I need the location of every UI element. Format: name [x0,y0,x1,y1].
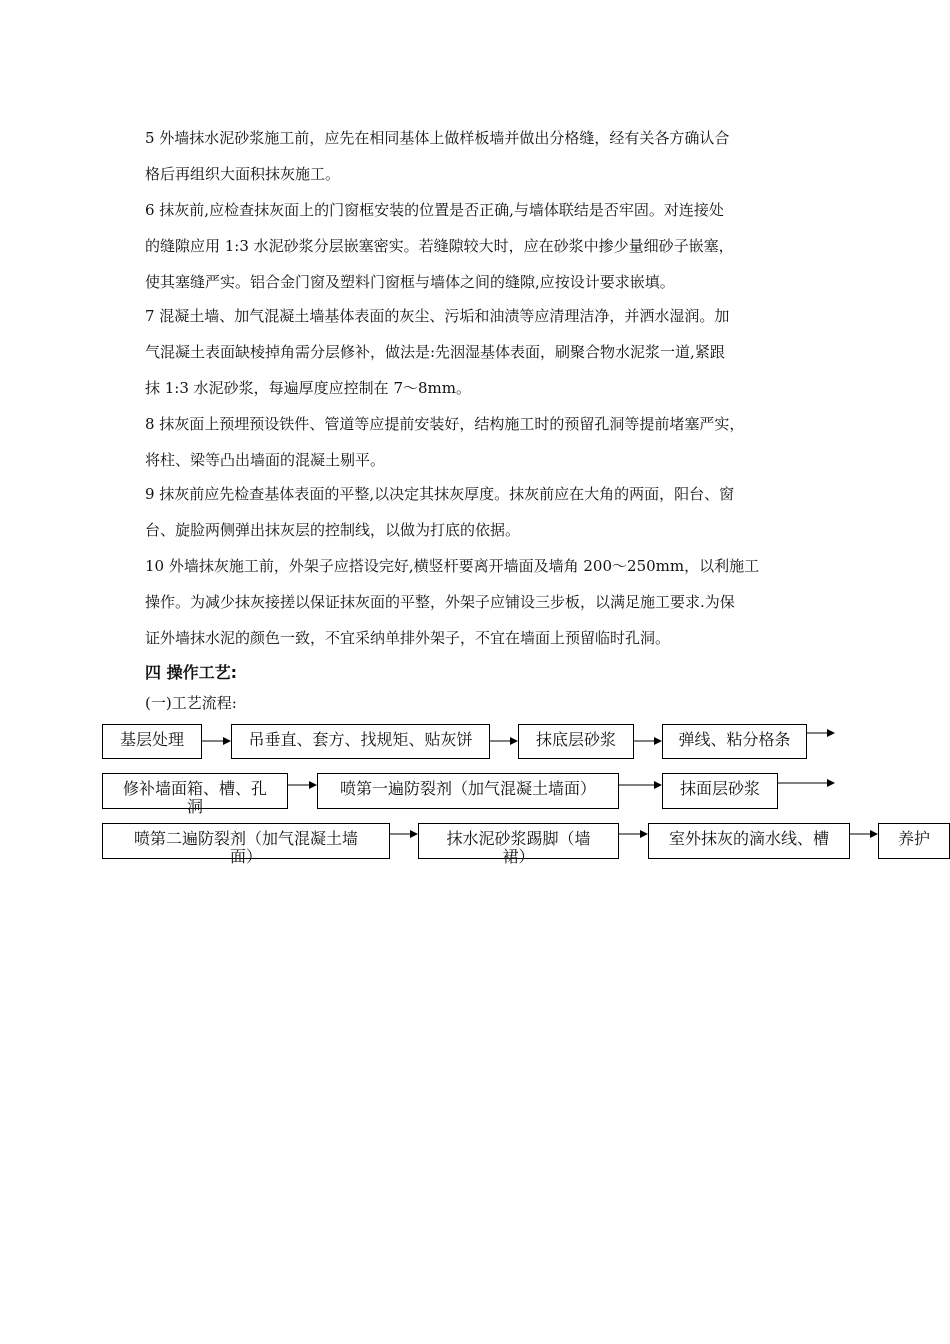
text-line: 的缝隙应用 1:3 水泥砂浆分层嵌塞密实。若缝隙较大时，应在砂浆中掺少量细砂子嵌塞， [145,237,734,255]
flow-step-label-wrap: 面） [229,847,262,866]
text-line: 台、旋脸两侧弹出抹灰层的控制线，以做为打底的依据。 [145,521,521,539]
text-line: 7 混凝土墙、加气混凝土墙基体表面的灰尘、污垢和油渍等应清理洁净，并洒水湿润。加 [145,307,730,325]
section-heading: 四 操作工艺: [145,663,237,682]
flow-step-label: 基层处理 [119,730,184,749]
text-line: 10 外墙抹灰施工前，外架子应搭设完好,横竖杆要离开墙面及墙角 200～250mm，以利施工 [145,557,760,575]
text-line: 5 外墙抹水泥砂浆施工前，应先在相同基体上做样板墙并做出分格缝，经有关各方确认合 [145,129,730,147]
text-line: 9 抹灰前应先检查基体表面的平整,以决定其抹灰厚度。抹灰前应在大角的两面，阳台、窗 [145,485,735,503]
flow-step-label: 养护 [897,829,930,848]
flow-step-label: 抹底层砂浆 [535,730,616,749]
flow-step-label-wrap: 洞 [186,797,203,816]
text-line: 将柱、梁等凸出墙面的混凝土剔平。 [145,451,386,469]
text-line: 抹 1:3 水泥砂浆，每遍厚度应控制在 7～8mm。 [145,379,471,397]
text-line: 使其塞缝严实。铝合金门窗及塑料门窗框与墙体之间的缝隙,应按设计要求嵌填。 [145,273,675,291]
text-line: 证外墙抹水泥的颜色一致，不宜采纳单排外架子，不宜在墙面上预留临时孔洞。 [145,629,671,647]
flow-step-label-wrap: 裙） [502,847,535,866]
text-line: 8 抹灰面上预埋预设铁件、管道等应提前安装好，结构施工时的预留孔洞等提前堵塞严实， [145,415,745,433]
flow-step-label: 抹水泥砂浆踢脚（墙 [446,829,591,848]
text-line: 格后再组织大面积抹灰施工。 [145,165,341,183]
text-line: 操作。为减少抹灰接搓以保证抹灰面的平整，外架子应铺设三步板，以满足施工要求.为保 [145,593,735,611]
flow-step-label: 室外抹灰的滴水线、槽 [668,829,829,848]
text-line: 气混凝土表面缺棱掉角需分层修补，做法是:先洇湿基体表面，刷聚合物水泥浆一道,紧跟 [145,343,725,361]
text-line: 6 抹灰前,应检查抹灰面上的门窗框安装的位置是否正确,与墙体联结是否牢固。对连接处 [145,201,724,219]
flow-step-label: 吊垂直、套方、找规矩、贴灰饼 [248,730,473,749]
flow-step-label: 弹线、粘分格条 [678,730,791,749]
subsection-heading: (一)工艺流程: [145,694,237,712]
flow-step-label: 抹面层砂浆 [679,779,760,798]
flow-step-label: 修补墙面箱、槽、孔 [122,779,267,798]
flow-step-label: 喷第二遍防裂剂（加气混凝土墙 [133,829,358,848]
flow-step-label: 喷第一遍防裂剂（加气混凝土墙面） [339,779,596,798]
